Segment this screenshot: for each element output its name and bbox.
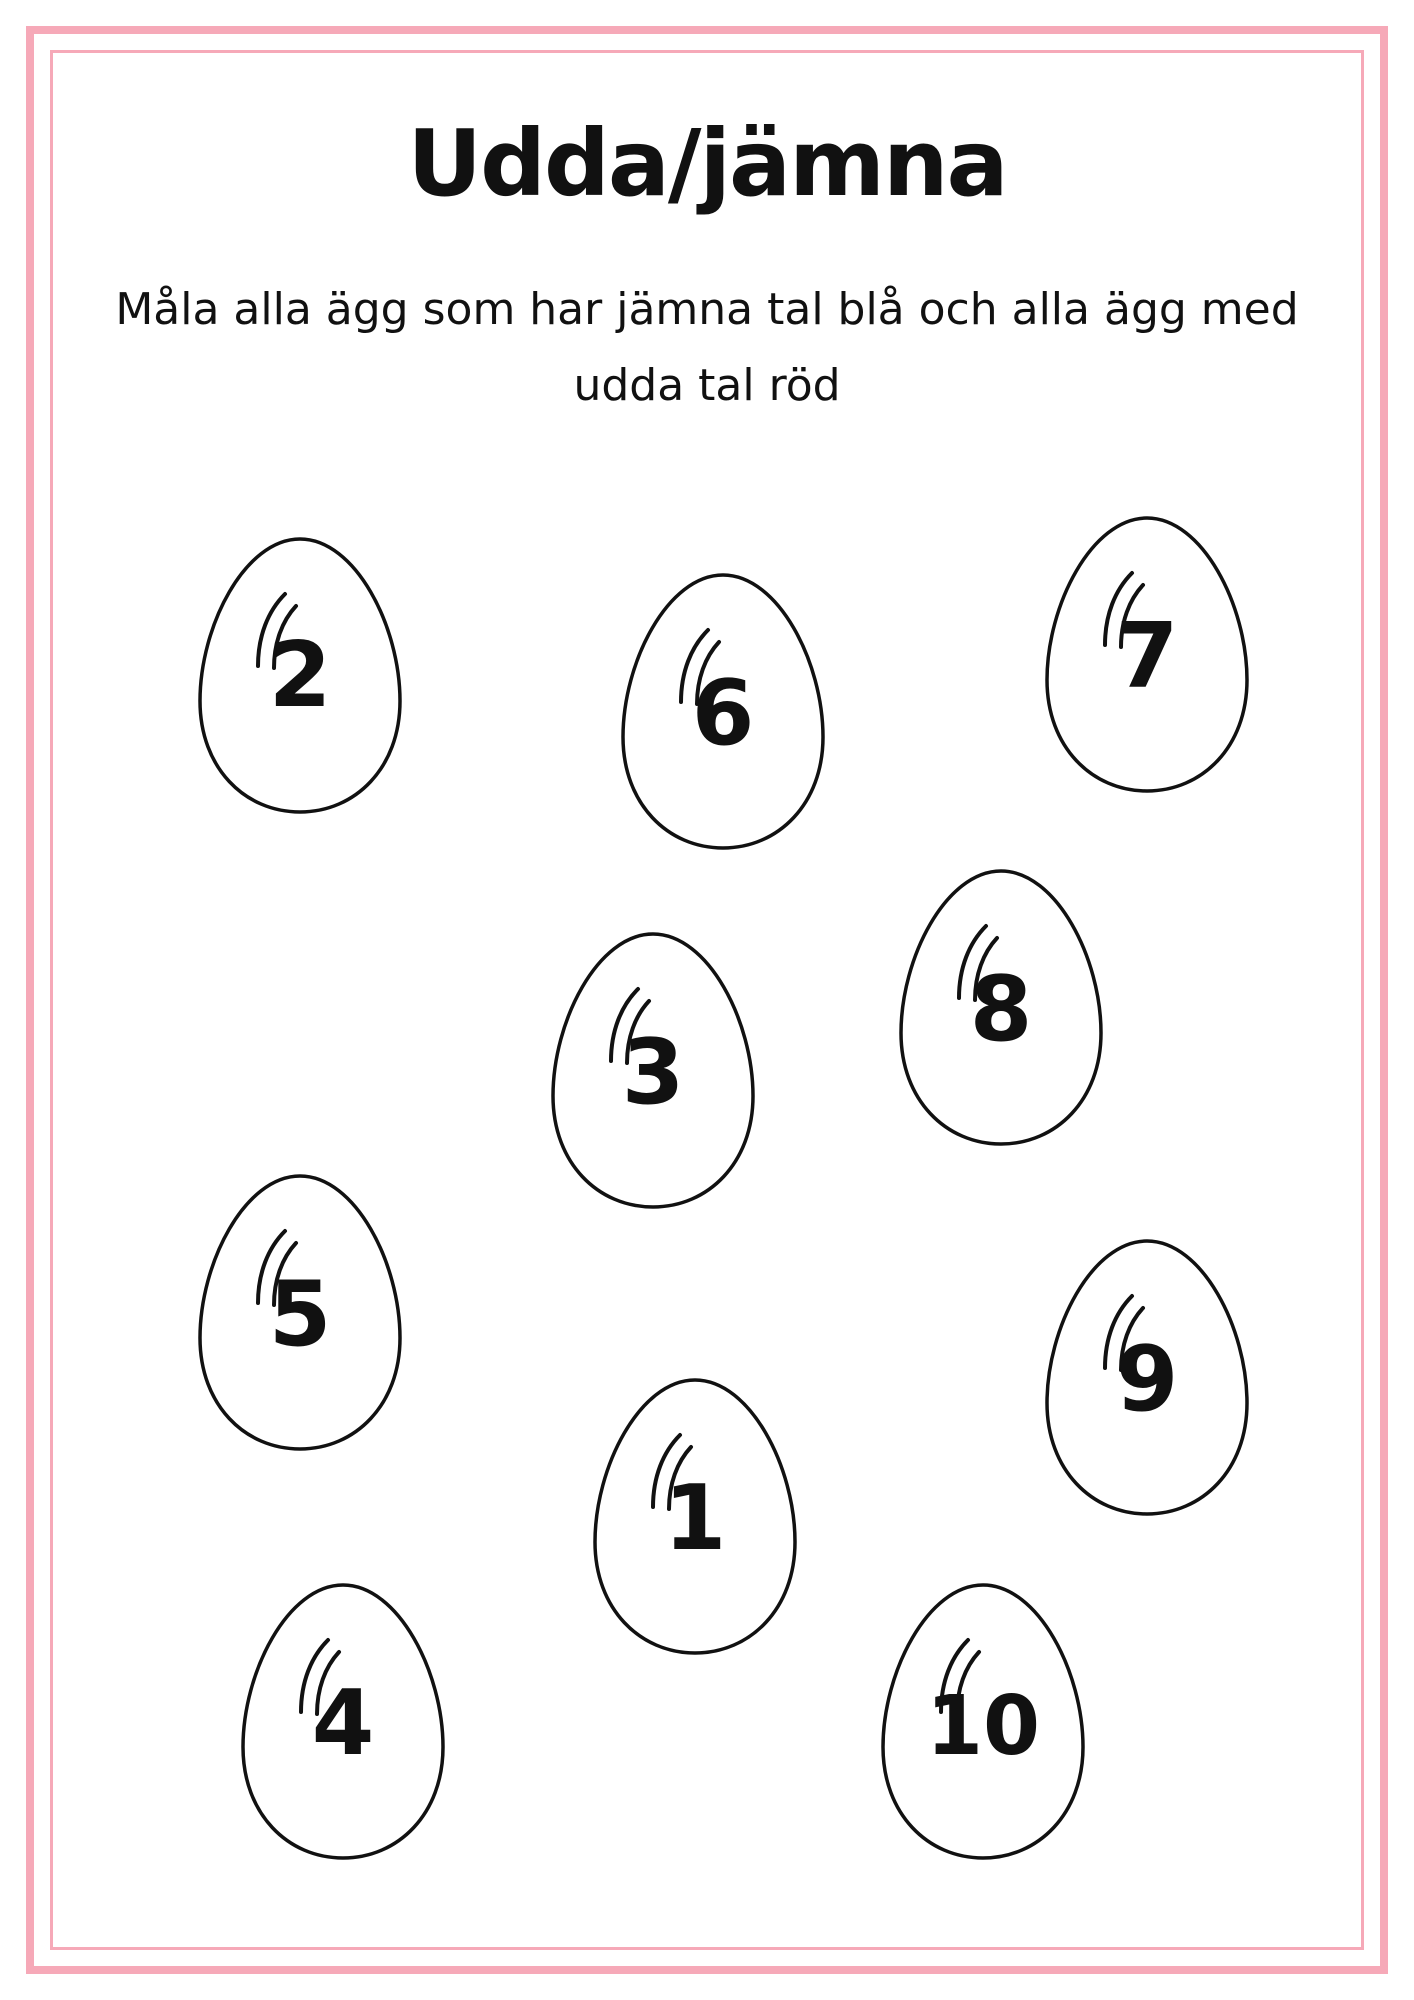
egg-number: 1 [663,1466,727,1571]
egg-3[interactable] [553,934,753,1207]
egg-7[interactable] [1047,518,1247,791]
egg-8[interactable] [901,871,1101,1144]
egg-10[interactable] [883,1585,1083,1858]
egg-number: 8 [969,957,1033,1062]
egg-number: 7 [1115,604,1179,709]
worksheet-instructions: Måla alla ägg som har jämna tal blå och alla ägg med udda tal röd [115,284,1299,411]
egg-number: 9 [1115,1327,1179,1432]
egg-5[interactable] [200,1176,400,1449]
egg-4[interactable] [243,1585,443,1858]
egg-number: 5 [268,1262,332,1367]
egg-number: 3 [621,1020,685,1125]
egg-1[interactable] [595,1380,795,1653]
egg-9[interactable] [1047,1241,1247,1514]
egg-number: 2 [268,623,332,728]
worksheet-title: Udda/jämna [407,110,1007,217]
egg-2[interactable] [200,539,400,812]
egg-number: 6 [691,661,755,766]
egg-6[interactable] [623,575,823,848]
egg-number: 10 [925,1679,1041,1774]
egg-number: 4 [311,1671,375,1776]
